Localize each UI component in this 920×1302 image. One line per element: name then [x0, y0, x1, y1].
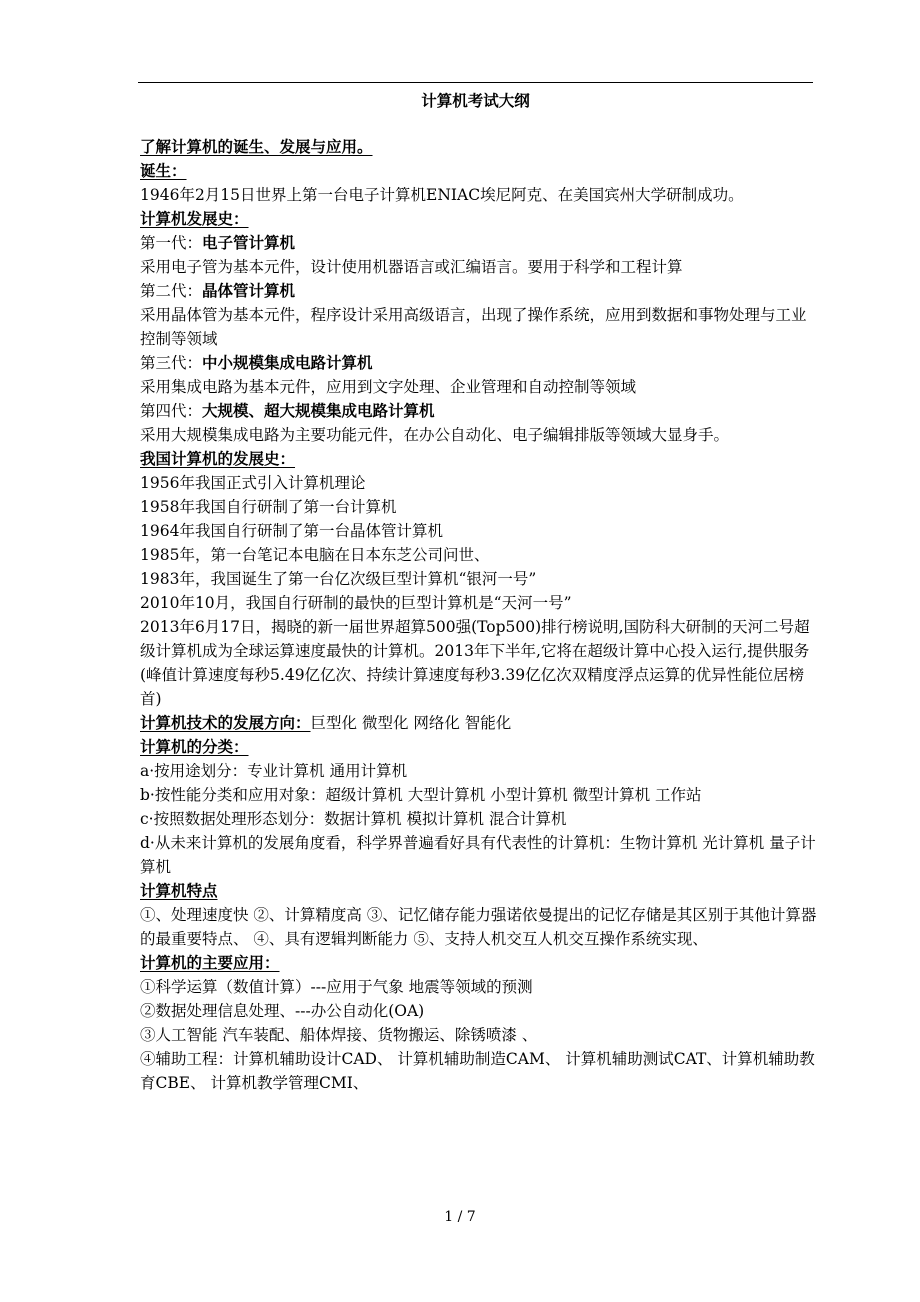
gen4-label: 第四代： — [140, 402, 203, 420]
china-1956: 1956年我国正式引入计算机理论 — [140, 474, 366, 492]
gen1-label: 第一代： — [140, 234, 203, 252]
feature-heading: 计算机特点 — [140, 882, 218, 900]
trend-heading: 计算机技术的发展方向： — [140, 714, 311, 732]
birth-text: 1946年2月15日世界上第一台电子计算机ENIAC埃尼阿克、在美国宾州大学研制成功。 — [140, 186, 744, 204]
gen4-text: 采用大规模集成电路为主要功能元件，在办公自动化、电子编辑排版等领域大显身手。 — [140, 426, 730, 444]
trend-text: 巨型化 微型化 网络化 智能化 — [310, 714, 512, 732]
china-1983: 1983年，我国诞生了第一台亿次级巨型计算机“银河一号” — [140, 570, 537, 588]
class-b: b·按性能分类和应用对象：超级计算机 大型计算机 小型计算机 微型计算机 工作站 — [140, 786, 702, 804]
class-c: c·按照数据处理形态划分：数据计算机 模拟计算机 混合计算机 — [140, 810, 567, 828]
gen1-text: 采用电子管为基本元件，设计使用机器语言或汇编语言。要用于科学和工程计算 — [140, 258, 683, 276]
china-1958: 1958年我国自行研制了第一台计算机 — [140, 498, 397, 516]
gen4-line — [140, 399, 818, 423]
class-d: d·从未来计算机的发展角度看，科学界普遍看好具有代表性的计算机：生物计算机 光计算机 量子计算机 — [140, 834, 816, 876]
history-heading: 计算机发展史： — [140, 210, 249, 228]
application-2: ②数据处理信息处理、---办公自动化(OA) — [140, 1002, 425, 1020]
gen2-line — [140, 279, 818, 303]
gen2-label: 第二代： — [140, 282, 203, 300]
china-1985: 1985年，第一台笔记本电脑在日本东芝公司问世、 — [140, 546, 490, 564]
document-title: 计算机考试大纲 — [421, 92, 530, 110]
header-rule — [138, 82, 813, 83]
gen2-text: 采用晶体管为基本元件，程序设计采用高级语言，出现了操作系统，应用到数据和事物处理与工业控制等领域 — [140, 306, 807, 348]
feature-text: ①、处理速度快 ②、计算精度高 ③、记忆储存能力强诺依曼提出的记忆存储是其区别于其他计算器的最重要特点、 ④、具有逻辑判断能力 ⑤、支持人机交互人机交互操作系统实现、 — [140, 906, 817, 948]
gen3-name: 中小规模集成电路计算机 — [202, 354, 373, 372]
application-1: ①科学运算（数值计算）---应用于气象 地震等领域的预测 — [140, 978, 533, 996]
document-body — [140, 135, 818, 1095]
gen4-name: 大规模、超大规模集成电路计算机 — [202, 402, 435, 420]
trend-line — [140, 711, 818, 735]
china-2010: 2010年10月，我国自行研制的最快的巨型计算机是“天河一号” — [140, 594, 572, 612]
gen1-line — [140, 231, 818, 255]
application-3: ③人工智能 汽车装配、船体焊接、货物搬运、除锈喷漆 、 — [140, 1026, 538, 1044]
china-2013: 2013年6月17日，揭晓的新一届世界超算500强(Top500)排行榜说明,国防科大研制的天河二号超级计算机成为全球运算速度最快的计算机。2013年下半年,它将在超级计算中心投入运行,提供服务(峰值计算速度每秒5.49亿亿次、持续计算速度每秒3.39亿亿次双精度浮点运算的优异性能位居榜首) — [140, 618, 810, 708]
gen3-text: 采用集成电路为基本元件，应用到文字处理、企业管理和自动控制等领域 — [140, 378, 637, 396]
gen3-line — [140, 351, 818, 375]
page-number: 1 / 7 — [444, 1209, 476, 1225]
class-heading: 计算机的分类： — [140, 738, 249, 756]
china-1964: 1964年我国自行研制了第一台晶体管计算机 — [140, 522, 443, 540]
gen1-name: 电子管计算机 — [202, 234, 296, 252]
china-heading: 我国计算机的发展史： — [140, 450, 296, 468]
birth-heading: 诞生： — [140, 162, 187, 180]
class-a: a·按用途划分：专业计算机 通用计算机 — [140, 762, 408, 780]
gen2-name: 晶体管计算机 — [202, 282, 296, 300]
application-heading: 计算机的主要应用： — [140, 954, 280, 972]
application-4: ④辅助工程：计算机辅助设计CAD、 计算机辅助制造CAM、 计算机辅助测试CAT、计算机辅助教育CBE、 计算机教学管理CMI、 — [140, 1050, 815, 1092]
gen3-label: 第三代： — [140, 354, 203, 372]
intro-heading: 了解计算机的诞生、发展与应用。 — [140, 138, 373, 156]
